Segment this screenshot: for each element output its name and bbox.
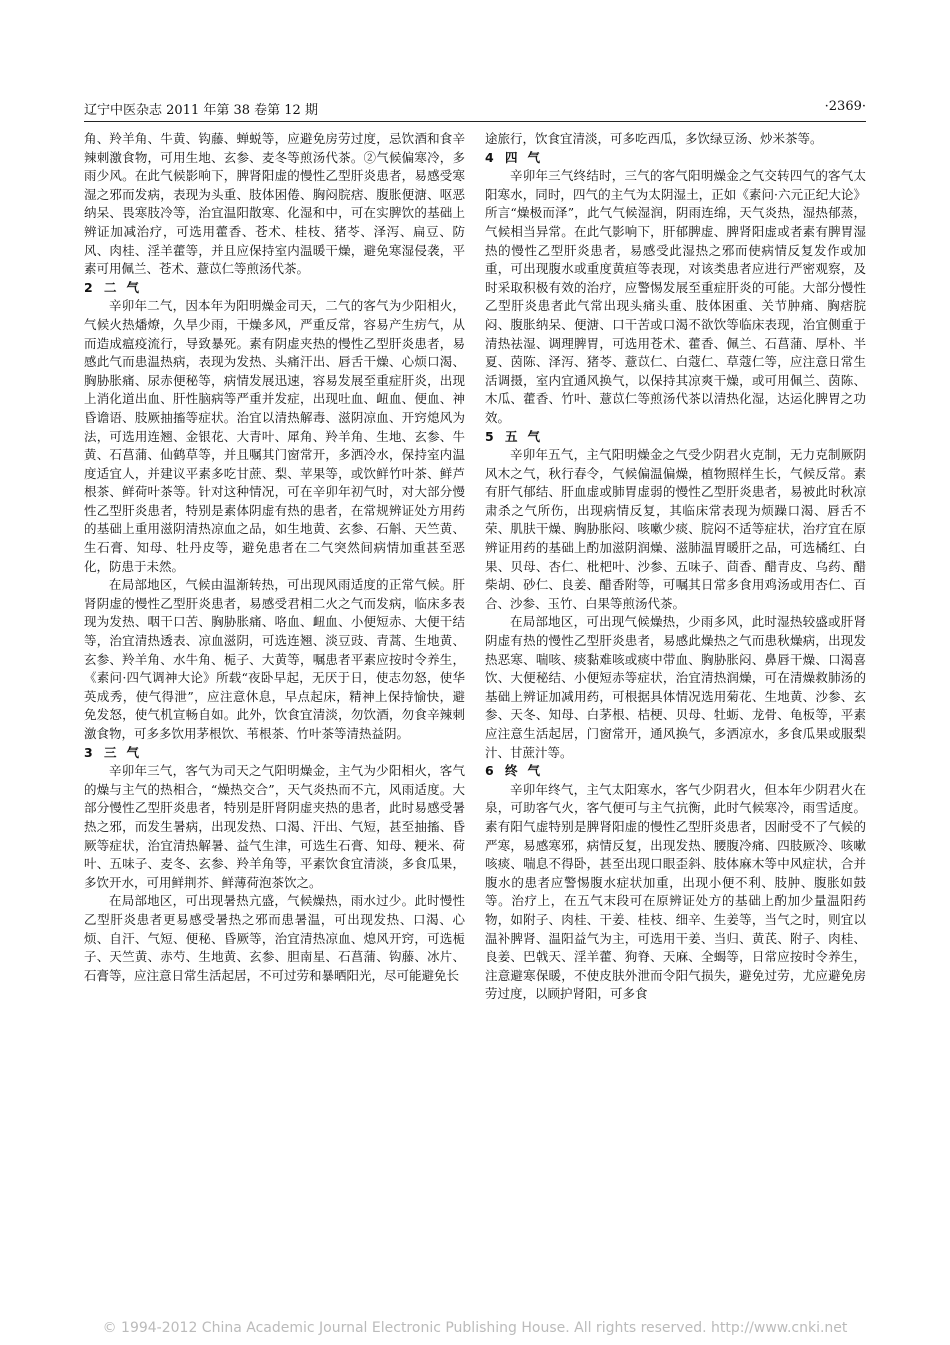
page-number: ·2369· bbox=[824, 99, 866, 114]
section-number: 6 bbox=[485, 763, 494, 779]
copyright-watermark: © 1994-2012 China Academic Journal Electronic Publishing House. All rights reserved. http://www.cnki.net bbox=[102, 1320, 848, 1336]
section-number: 2 bbox=[84, 279, 93, 295]
paragraph: 辛卯年终气，主气太阳寒水，客气少阴君火，但本年少阴君火在泉，可助客气火，客气便可与主气抗衡，此时气候寒冷，雨雪适度。素有阳气虚特别是脾肾阳虚的慢性乙型肝炎患者，因耐受不了气候的严寒，易感寒邪，病情反复，出现发热、腰腹冷痛、四肢厥冷、咳嗽咳痰、喘息不得卧，甚至出现口眼歪斜、肢体麻木等中风症状，合并腹水的患者应警惕腹水症状加重，出现小便不利、肢肿、腹胀如鼓等。治疗上，在五气末段可在原辨证处方的基础上酌加少量温阳药物，如附子、肉桂、干姜、桂枝、细辛、生姜等，当气之时，则宜以温补脾肾、温阳益气为主，可选用干姜、当归、黄芪、附子、肉桂、良姜、巴戟天、淫羊藿、狗脊、天麻、全蝎等，日常应按时令养生，注意避寒保暖，不使皮肤外泄而令阳气损失，避免过劳，尤应避免房劳过度，以顾护肾阳，可多食 bbox=[485, 781, 866, 1002]
section-heading-5 bbox=[485, 428, 866, 447]
journal-title: 辽宁中医杂志 2011 年第 38 卷第 12 期 bbox=[84, 103, 318, 118]
paragraph: 辛卯年二气，因本年为阳明燥金司天，二气的客气为少阳相火，气候火热燔燎，久旱少雨，干燥多风，严重反常，容易产生疠气，从而造成瘟疫流行，导致暴死。素有阴虚夹热的慢性乙型肝炎患者，易感此气而患温热病，表现为发热、头痛汗出、唇舌干燥、心烦口渴、胸胁胀痛、尿赤便秘等，病情发展迅速，容易发展至重症肝炎，出现上消化道出血、肝性脑病等严重并发症，出现吐血、衄血、便血、神昏谵语、肢厥抽搐等症状。治宜以清热解毒、滋阴凉血、开窍熄风为法，可选用连翘、金银花、大青叶、犀角、羚羊角、生地、玄参、牛黄、石菖蒲、仙鹤草等，并且嘱其门窗常开，多洒冷水，保持室内温度适宜人，并建议平素多吃甘蔗、梨、苹果等，或饮鲜竹叶茶、鲜芦根茶、鲜荷叶茶等。针对这种情况，可在辛卯年初气时，对大部分慢性乙型肝炎患者，特别是素体阴虚有热的患者，在常规辨证处方用药的基础上重用滋阴清热凉血之品，如生地黄、玄参、石斛、天竺黄、生石膏、知母、牡丹皮等，避免患者在二气突然间病情加重甚至恶化，防患于未然。 bbox=[84, 298, 465, 574]
section-title: 二气 bbox=[104, 279, 150, 295]
section-title: 三气 bbox=[104, 744, 150, 760]
right-column bbox=[485, 130, 866, 1004]
paragraph: 辛卯年三气终结时，三气的客气阳明燥金之气交转四气的客气太阳寒水，同时，四气的主气为太阴湿土，正如《素问·六元正纪大论》所言“燥极而泽”，此气气候湿润，阴雨连绵，天气炎热，湿热郁蒸，气候相当异常。在此气影响下，肝郁脾虚、脾肾阳虚或者素有脾胃湿热的慢性乙型肝炎患者，易感受此湿热之邪而使病情反复发作或加重，可出现腹水或重度黄疸等表现，对该类患者应进行严密观察，及时采取积极有效的治疗，应警惕发展至重症肝炎的可能。大部分慢性乙型肝炎患者此气常出现头痛头重、肢体困重、关节肿痛、胸痞脘闷、腹胀纳呆、便溏、口干苦或口渴不欲饮等临床表现，治宜侧重于清热祛湿、调理脾胃，可选用苍术、藿香、佩兰、石菖蒲、厚朴、半夏、茵陈、泽泻、猪苓、薏苡仁、白蔻仁、草蔻仁等，应注意日常生活调摄，室内宜通风换气，以保持其凉爽干燥，或可用佩兰、茵陈、木瓜、藿香、竹叶、薏苡仁等煎汤代茶以清热化湿，达运化脾胃之功效。 bbox=[485, 168, 866, 425]
section-title: 终气 bbox=[505, 763, 551, 779]
paragraph: 在局部地区，可出现气候燥热，少雨多风，此时湿热较盛或肝肾阴虚有热的慢性乙型肝炎患者，易感此燥热之气而患秋燥病，出现发热恶寒、喘咳、痰黏难咳或痰中带血、胸胁胀闷、鼻唇干燥、口渴喜饮、大便秘结、小便短赤等症状，治宜清热润燥，可在清燥救肺汤的基础上辨证加减用药，可根据具体情况选用菊花、生地黄、沙参、玄参、天冬、知母、白茅根、桔梗、贝母、牡蛎、龙骨、龟板等，平素应注意生活起居，门窗常开，通风换气，多洒凉水，多食瓜果或服梨汁、甘蔗汁等。 bbox=[485, 614, 866, 760]
section-number: 3 bbox=[84, 744, 93, 760]
section-heading-6 bbox=[485, 762, 866, 781]
paragraph: 在局部地区，可出现暑热亢盛，气候燥热，雨水过少。此时慢性乙型肝炎患者更易感受暑热之邪而患暑温，可出现发热、口渴、心烦、自汗、气短、便秘、昏厥等，治宜清热凉血、熄风开窍，可选栀子、天竺黄、赤芍、生地黄、玄参、胆南星、石菖蒲、钩藤、冰片、石膏等，应注意日常生活起居，不可过劳和暴晒阳光，尽可能避免长 bbox=[84, 893, 465, 983]
section-title: 五气 bbox=[505, 428, 551, 444]
section-heading-2 bbox=[84, 279, 465, 298]
section-heading-3 bbox=[84, 744, 465, 763]
paragraph: 辛卯年五气，主气阳明燥金之气受少阴君火克制，无力克制厥阴风木之气，秋行春令，气候偏温偏燥，植物照样生长，气候反常。素有肝气郁结、肝血虚或肺胃虚弱的慢性乙型肝炎患者，易被此时秋凉肃杀之气所伤，出现病情反复，其临床常表现为烦躁口渴、唇舌不荣、肌肤干燥、胸胁胀闷、咳嗽少痰、脘闷不适等症状，治疗宜在原辨证用药的基础上酌加滋阴润燥、滋肺温胃暖肝之品，可选橘红、白果、贝母、杏仁、枇杷叶、沙参、五味子、茴香、醋青皮、乌药、醋柴胡、砂仁、良姜、醋香附等，可嘱其日常多食用鸡汤或用杏仁、百合、沙参、玉竹、白果等煎汤代茶。 bbox=[485, 447, 866, 611]
paragraph: 在局部地区，气候由温渐转热，可出现风雨适度的正常气候。肝肾阴虚的慢性乙型肝炎患者，易感受君相二火之气而发病，临床多表现为发热、咽干口苦、胸胁胀痛、咯血、衄血、小便短赤、大便干结等，治宜清热透表、凉血滋阴，可选连翘、淡豆豉、青蒿、生地黄、玄参、羚羊角、水牛角、栀子、大黄等，嘱患者平素应按时令养生，《素问·四气调神大论》所载“夜卧早起，无厌于日，使志勿怒，使华英成秀，使气得泄”，应注意休息，早点起床，精神上保持愉快，避免发怒，使气机宣畅自如。此外，饮食宜清淡，勿饮酒，勿食辛辣刺激食物，可多多饮用茅根饮、苇根茶、竹叶茶等清热益阴。 bbox=[84, 577, 465, 741]
left-column bbox=[84, 130, 465, 985]
section-number: 4 bbox=[485, 149, 494, 165]
section-number: 5 bbox=[485, 428, 494, 444]
section-heading-4 bbox=[485, 149, 866, 168]
running-header bbox=[84, 97, 866, 122]
paragraph: 辛卯年三气，客气为司天之气阳明燥金，主气为少阳相火，客气的燥与主气的热相合，“燥热交合”，天气炎热而不亢，风雨适度。大部分慢性乙型肝炎患者，特别是肝肾阴虚夹热的患者，此时易感受暑热之邪，而发生暑病，出现发热、口渴、汗出、气短，甚至抽搐、昏厥等症状，治宜清热解暑、益气生津，可选生石膏、知母、粳米、荷叶、五味子、麦冬、玄参、羚羊角等，平素饮食宜清淡，多食瓜果，多饮开水，可用鲜荆芥、鲜薄荷泡茶饮之。 bbox=[84, 763, 465, 890]
paragraph: 途旅行，饮食宜清淡，可多吃西瓜，多饮绿豆汤、炒米茶等。 bbox=[485, 131, 823, 146]
section-title: 四气 bbox=[505, 149, 551, 165]
paragraph: 角、羚羊角、牛黄、钩藤、蝉蜕等，应避免房劳过度，忌饮酒和食辛辣刺激食物，可用生地、玄参、麦冬等煎汤代茶。②气候偏寒冷，多雨少风。在此气候影响下，脾肾阳虚的慢性乙型肝炎患者，易感受寒湿之邪而发病，表现为头重、肢体困倦、胸闷脘痞、腹胀便溏、呕恶纳呆、畏寒肢冷等，治宜温阳散寒、化湿和中，可在实脾饮的基础上辨证加减治疗，可选用藿香、苍术、桂枝、猪苓、泽泻、扁豆、防风、肉桂、淫羊藿等，并且应保持室内温暖干燥，避免寒湿侵袭，平素可用佩兰、苍术、薏苡仁等煎汤代茶。 bbox=[84, 131, 465, 277]
